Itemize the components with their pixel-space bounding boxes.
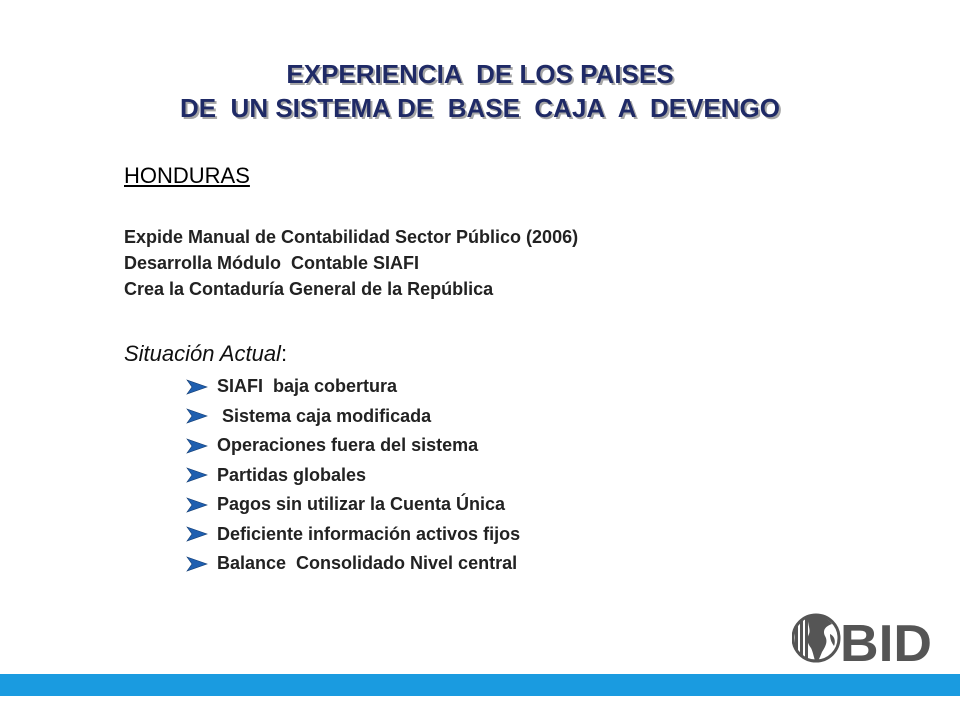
- situation-heading: [124, 340, 287, 368]
- slide-title-line-2: DE UN SISTEMA DE BASE CAJA A DEVENGO: [179, 93, 780, 123]
- fact-item: Crea la Contaduría General de la República: [124, 279, 494, 299]
- bullet-item: [186, 520, 520, 550]
- country-heading: HONDURAS: [124, 163, 250, 188]
- fact-item: Expide Manual de Contabilidad Sector Público (2006): [124, 227, 579, 247]
- arrow-bullet-icon: [186, 379, 208, 395]
- slide-title-line-1: EXPERIENCIA DE LOS PAISES: [286, 59, 674, 89]
- situation-label: Situación Actual: [124, 341, 281, 366]
- arrow-bullet-icon: [186, 526, 208, 542]
- bullet-text: Sistema caja modificada: [217, 405, 432, 426]
- arrow-bullet-icon: [186, 438, 208, 454]
- footer-bar: [0, 674, 960, 696]
- bullet-item: [186, 490, 520, 520]
- bullet-item: [186, 402, 520, 432]
- bullet-item: [186, 431, 520, 461]
- arrow-bullet-icon: [186, 556, 208, 572]
- logo-text: BID: [840, 615, 932, 666]
- fact-item: Desarrolla Módulo Contable SIAFI: [124, 253, 420, 273]
- bullet-item: [186, 372, 520, 402]
- situation-bullet-list: [186, 372, 520, 579]
- bullet-item: [186, 549, 520, 579]
- bullet-text: Balance Consolidado Nivel central: [217, 553, 518, 574]
- facts-list: [124, 224, 578, 302]
- bullet-text: Pagos sin utilizar la Cuenta Única: [217, 494, 506, 515]
- arrow-bullet-icon: [186, 408, 208, 424]
- bullet-text: SIAFI baja cobertura: [217, 376, 398, 397]
- bullet-text: Operaciones fuera del sistema: [217, 435, 479, 456]
- situation-colon: :: [280, 341, 288, 366]
- arrow-bullet-icon: [186, 467, 208, 483]
- bullet-item: [186, 461, 520, 491]
- arrow-bullet-icon: [186, 497, 208, 513]
- bid-logo: [792, 610, 934, 666]
- bullet-text: Partidas globales: [217, 464, 367, 485]
- globe-icon: [793, 613, 839, 664]
- bullet-text: Deficiente información activos fijos: [217, 523, 521, 544]
